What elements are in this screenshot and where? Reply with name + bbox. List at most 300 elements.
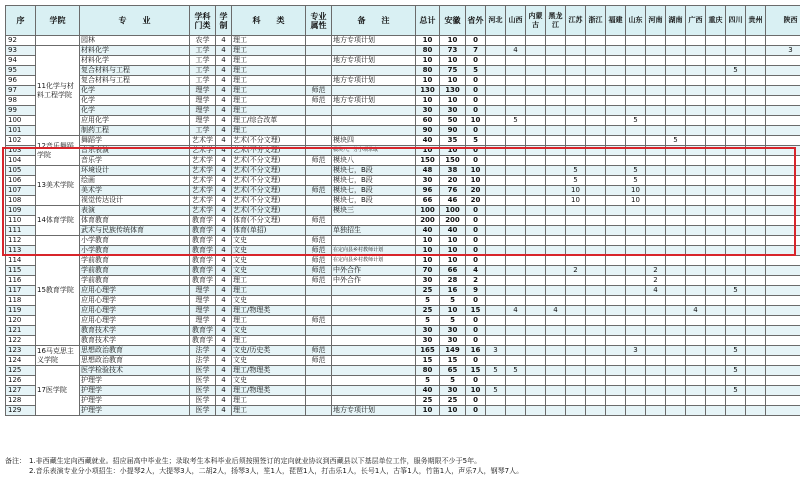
table-cell: 118 <box>6 296 36 306</box>
table-cell: 106 <box>6 176 36 186</box>
table-cell <box>546 386 566 396</box>
table-cell: 理工 <box>232 46 306 56</box>
table-cell: 10 <box>440 56 466 66</box>
table-cell: 理工/物理类 <box>232 366 306 376</box>
table-cell <box>726 306 746 316</box>
table-cell <box>586 256 606 266</box>
table-cell <box>506 286 526 296</box>
table-cell: 理学 <box>190 286 216 296</box>
table-cell <box>766 156 800 166</box>
table-cell <box>626 406 646 416</box>
table-cell <box>766 106 800 116</box>
table-cell <box>546 176 566 186</box>
table-cell: 111 <box>6 226 36 236</box>
column-header: 专 业 <box>80 6 190 36</box>
table-cell: 4 <box>216 386 232 396</box>
table-cell: 医学 <box>190 386 216 396</box>
table-row <box>6 286 800 296</box>
table-cell: 师范 <box>306 256 332 266</box>
table-cell <box>666 186 686 196</box>
table-cell <box>586 266 606 276</box>
table-cell <box>546 406 566 416</box>
table-cell <box>706 136 726 146</box>
table-cell: 文史 <box>232 376 306 386</box>
table-cell: 5 <box>566 176 586 186</box>
table-cell: 116 <box>6 276 36 286</box>
table-cell: 0 <box>466 76 486 86</box>
table-cell <box>332 236 416 246</box>
table-cell <box>646 356 666 366</box>
table-cell <box>506 36 526 46</box>
table-cell <box>332 296 416 306</box>
table-cell <box>586 56 606 66</box>
table-cell <box>726 116 746 126</box>
table-cell <box>706 286 726 296</box>
table-cell <box>586 116 606 126</box>
table-row <box>6 56 800 66</box>
table-cell <box>486 176 506 186</box>
table-cell <box>686 66 706 76</box>
table-row <box>6 246 800 256</box>
table-cell: 122 <box>6 336 36 346</box>
table-cell: 30 <box>416 106 440 116</box>
table-cell <box>666 156 686 166</box>
table-cell <box>746 376 766 386</box>
table-cell: 75 <box>440 66 466 76</box>
table-cell: 教育学 <box>190 226 216 236</box>
table-cell <box>686 356 706 366</box>
column-header: 安徽 <box>440 6 466 36</box>
table-cell: 模块七，B段 <box>332 176 416 186</box>
table-cell: 9 <box>466 286 486 296</box>
table-cell <box>766 86 800 96</box>
table-cell <box>626 276 646 286</box>
table-cell <box>746 396 766 406</box>
table-cell: 5 <box>566 166 586 176</box>
table-cell: 5 <box>416 376 440 386</box>
table-cell: 思想政治教育 <box>80 346 190 356</box>
table-row <box>6 236 800 246</box>
table-cell: 20 <box>440 176 466 186</box>
table-cell <box>766 136 800 146</box>
table-cell: 30 <box>440 336 466 346</box>
table-cell <box>586 386 606 396</box>
table-cell <box>586 356 606 366</box>
table-cell <box>766 266 800 276</box>
column-header: 黑龙江 <box>546 6 566 36</box>
table-cell <box>606 56 626 66</box>
table-cell <box>746 166 766 176</box>
table-cell <box>746 66 766 76</box>
table-cell <box>586 246 606 256</box>
table-cell: 5 <box>506 366 526 376</box>
table-cell <box>526 186 546 196</box>
table-cell <box>766 366 800 376</box>
table-cell: 地方专项计划 <box>332 56 416 66</box>
table-cell: 教育学 <box>190 246 216 256</box>
table-cell <box>486 196 506 206</box>
table-cell <box>606 116 626 126</box>
table-cell: 60 <box>416 116 440 126</box>
table-cell <box>506 266 526 276</box>
table-cell <box>306 36 332 46</box>
table-cell: 中外合作 <box>332 266 416 276</box>
table-cell: 4 <box>216 406 232 416</box>
table-cell: 4 <box>216 96 232 106</box>
table-cell: 护理学 <box>80 376 190 386</box>
table-cell: 10 <box>440 96 466 106</box>
table-cell <box>506 166 526 176</box>
table-row <box>6 346 800 356</box>
table-cell <box>606 316 626 326</box>
table-cell <box>726 86 746 96</box>
table-row <box>6 276 800 286</box>
table-cell: 4 <box>216 66 232 76</box>
table-cell: 4 <box>216 246 232 256</box>
table-cell <box>486 326 506 336</box>
table-cell <box>666 126 686 136</box>
table-cell <box>646 366 666 376</box>
table-cell <box>486 336 506 346</box>
table-cell <box>566 136 586 146</box>
table-cell: 应用化学 <box>80 116 190 126</box>
table-cell: 4 <box>646 286 666 296</box>
table-cell <box>706 406 726 416</box>
table-cell <box>506 156 526 166</box>
table-cell: 102 <box>6 136 36 146</box>
table-cell: 理学 <box>190 96 216 106</box>
table-cell: 10 <box>566 186 586 196</box>
table-cell <box>646 126 666 136</box>
table-cell <box>626 66 646 76</box>
table-cell: 模块四 <box>332 136 416 146</box>
table-cell <box>332 366 416 376</box>
table-cell <box>526 316 546 326</box>
table-cell <box>746 196 766 206</box>
table-cell <box>726 266 746 276</box>
table-cell <box>546 246 566 256</box>
table-cell: 129 <box>6 406 36 416</box>
table-cell <box>506 376 526 386</box>
table-cell <box>546 266 566 276</box>
table-cell <box>746 86 766 96</box>
table-cell: 150 <box>440 156 466 166</box>
table-cell <box>526 136 546 146</box>
table-cell <box>766 326 800 336</box>
table-cell <box>686 346 706 356</box>
table-cell: 165 <box>416 346 440 356</box>
table-cell <box>626 316 646 326</box>
table-cell <box>626 326 646 336</box>
table-cell <box>766 196 800 206</box>
table-cell: 95 <box>6 66 36 76</box>
table-cell <box>726 316 746 326</box>
table-cell <box>746 136 766 146</box>
table-cell <box>546 156 566 166</box>
table-cell: 10 <box>566 196 586 206</box>
table-cell <box>526 346 546 356</box>
table-cell <box>666 276 686 286</box>
table-cell <box>332 306 416 316</box>
table-cell: 4 <box>216 266 232 276</box>
table-cell <box>706 166 726 176</box>
table-cell <box>546 186 566 196</box>
table-cell: 80 <box>416 46 440 56</box>
table-cell <box>586 396 606 406</box>
table-cell: 理工 <box>232 36 306 46</box>
table-cell <box>306 206 332 216</box>
table-cell <box>726 146 746 156</box>
table-cell <box>726 56 746 66</box>
table-row <box>6 196 800 206</box>
table-cell: 16 <box>440 286 466 296</box>
table-cell: 0 <box>466 406 486 416</box>
table-cell: 文史 <box>232 356 306 366</box>
table-cell <box>606 86 626 96</box>
table-cell <box>766 396 800 406</box>
table-cell <box>306 396 332 406</box>
table-cell <box>546 226 566 236</box>
table-cell: 0 <box>466 296 486 306</box>
table-cell: 4 <box>506 306 526 316</box>
table-cell: 30 <box>440 386 466 396</box>
college-cell: 15教育学院 <box>36 236 80 346</box>
table-cell <box>586 296 606 306</box>
table-cell: 30 <box>416 336 440 346</box>
table-cell <box>566 376 586 386</box>
table-cell <box>586 156 606 166</box>
table-cell <box>666 376 686 386</box>
table-cell <box>332 316 416 326</box>
table-cell <box>526 336 546 346</box>
table-cell: 4 <box>216 396 232 406</box>
table-cell <box>526 106 546 116</box>
table-cell: 30 <box>440 106 466 116</box>
table-cell: 教育学 <box>190 326 216 336</box>
table-cell <box>546 236 566 246</box>
table-cell <box>566 286 586 296</box>
table-cell <box>706 386 726 396</box>
table-cell: 工学 <box>190 126 216 136</box>
table-cell <box>646 296 666 306</box>
table-cell: 10 <box>466 116 486 126</box>
table-cell: 地方专项计划 <box>332 406 416 416</box>
table-cell: 10 <box>416 56 440 66</box>
table-cell <box>726 396 746 406</box>
table-cell <box>306 326 332 336</box>
table-cell <box>546 86 566 96</box>
table-cell: 66 <box>440 266 466 276</box>
table-cell <box>706 116 726 126</box>
table-cell: 4 <box>216 286 232 296</box>
table-cell: 医学检验技术 <box>80 366 190 376</box>
table-cell <box>526 276 546 286</box>
table-cell <box>686 236 706 246</box>
table-cell: 艺术学 <box>190 176 216 186</box>
table-cell: 艺术(不分文理) <box>232 136 306 146</box>
table-cell <box>332 286 416 296</box>
table-cell <box>766 146 800 156</box>
table-cell <box>666 386 686 396</box>
table-cell: 109 <box>6 206 36 216</box>
table-cell <box>526 296 546 306</box>
table-cell <box>646 346 666 356</box>
table-cell: 97 <box>6 86 36 96</box>
table-cell: 10 <box>440 146 466 156</box>
table-cell: 舞蹈学 <box>80 136 190 146</box>
table-cell <box>726 246 746 256</box>
table-cell: 师范 <box>306 346 332 356</box>
table-cell: 10 <box>416 236 440 246</box>
table-cell <box>606 106 626 116</box>
table-cell <box>766 296 800 306</box>
table-cell <box>506 406 526 416</box>
table-cell <box>306 406 332 416</box>
notes-label: 备注： <box>5 457 26 465</box>
table-row <box>6 356 800 366</box>
table-cell: 5 <box>486 366 506 376</box>
table-cell <box>606 156 626 166</box>
table-cell <box>726 236 746 246</box>
table-cell <box>506 76 526 86</box>
table-cell: 护理学 <box>80 406 190 416</box>
table-cell <box>566 56 586 66</box>
table-cell <box>506 316 526 326</box>
table-cell <box>566 356 586 366</box>
column-header: 山东 <box>626 6 646 36</box>
table-cell: 学前教育 <box>80 276 190 286</box>
table-cell: 理工/综合改革 <box>232 116 306 126</box>
table-cell <box>686 266 706 276</box>
table-cell: 117 <box>6 286 36 296</box>
table-cell <box>306 386 332 396</box>
table-row <box>6 76 800 86</box>
college-cell: 12音乐舞蹈学院 <box>36 136 80 166</box>
table-cell <box>526 286 546 296</box>
table-cell: 10 <box>416 76 440 86</box>
table-cell <box>726 46 746 56</box>
table-cell <box>306 126 332 136</box>
table-cell: 4 <box>216 356 232 366</box>
table-row <box>6 316 800 326</box>
table-cell: 125 <box>6 366 36 376</box>
column-header: 学科门类 <box>190 6 216 36</box>
table-cell <box>706 256 726 266</box>
table-row <box>6 226 800 236</box>
table-cell: 应用心理学 <box>80 286 190 296</box>
table-cell: 96 <box>6 76 36 86</box>
table-cell <box>706 36 726 46</box>
table-cell <box>306 226 332 236</box>
table-cell: 10 <box>466 176 486 186</box>
table-cell: 理学 <box>190 296 216 306</box>
table-cell <box>486 296 506 306</box>
table-cell <box>686 226 706 236</box>
table-cell: 医学 <box>190 406 216 416</box>
table-row <box>6 86 800 96</box>
table-cell <box>506 126 526 136</box>
table-cell: 5 <box>506 116 526 126</box>
table-cell: 10 <box>416 406 440 416</box>
table-cell: 绘画 <box>80 176 190 186</box>
table-cell <box>606 256 626 266</box>
table-cell <box>626 366 646 376</box>
table-cell: 35 <box>440 136 466 146</box>
college-cell: 17医学院 <box>36 366 80 416</box>
table-cell <box>546 66 566 76</box>
table-row <box>6 396 800 406</box>
table-cell <box>646 316 666 326</box>
table-cell <box>506 356 526 366</box>
table-row <box>6 116 800 126</box>
table-cell: 10 <box>440 306 466 316</box>
column-header: 备 注 <box>332 6 416 36</box>
table-cell: 2 <box>566 266 586 276</box>
column-header: 内蒙古 <box>526 6 546 36</box>
table-cell: 150 <box>416 156 440 166</box>
table-cell <box>766 386 800 396</box>
college-cell: 13美术学院 <box>36 166 80 206</box>
table-cell <box>486 376 506 386</box>
table-cell: 25 <box>440 396 466 406</box>
table-cell: 120 <box>6 316 36 326</box>
table-cell <box>606 386 626 396</box>
table-cell: 10 <box>440 406 466 416</box>
table-row <box>6 166 800 176</box>
table-cell <box>566 46 586 56</box>
table-cell <box>746 106 766 116</box>
table-row <box>6 66 800 76</box>
table-cell <box>626 156 646 166</box>
table-cell: 艺术学 <box>190 206 216 216</box>
table-cell <box>606 76 626 86</box>
column-header: 重庆 <box>706 6 726 36</box>
table-cell <box>706 156 726 166</box>
table-cell <box>606 206 626 216</box>
table-cell: 理工 <box>232 286 306 296</box>
table-cell: 5 <box>726 286 746 296</box>
table-cell: 医学 <box>190 396 216 406</box>
table-cell: 4 <box>216 306 232 316</box>
table-cell <box>726 406 746 416</box>
table-cell <box>726 36 746 46</box>
table-cell <box>626 376 646 386</box>
table-cell <box>566 116 586 126</box>
table-cell <box>566 236 586 246</box>
column-header: 学院 <box>36 6 80 36</box>
table-cell <box>746 126 766 136</box>
table-cell <box>626 356 646 366</box>
table-cell <box>626 266 646 276</box>
table-cell <box>566 106 586 116</box>
table-cell <box>486 406 506 416</box>
table-cell: 法学 <box>190 356 216 366</box>
table-cell <box>306 46 332 56</box>
table-cell: 4 <box>216 186 232 196</box>
table-cell: 107 <box>6 186 36 196</box>
table-cell: 师范 <box>306 186 332 196</box>
table-cell <box>646 66 666 76</box>
table-cell: 2 <box>646 276 666 286</box>
table-cell: 0 <box>466 336 486 346</box>
table-cell <box>666 396 686 406</box>
table-cell: 10 <box>440 236 466 246</box>
table-cell <box>726 226 746 236</box>
table-cell <box>526 396 546 406</box>
table-cell: 4 <box>546 306 566 316</box>
table-cell <box>332 116 416 126</box>
table-row <box>6 406 800 416</box>
